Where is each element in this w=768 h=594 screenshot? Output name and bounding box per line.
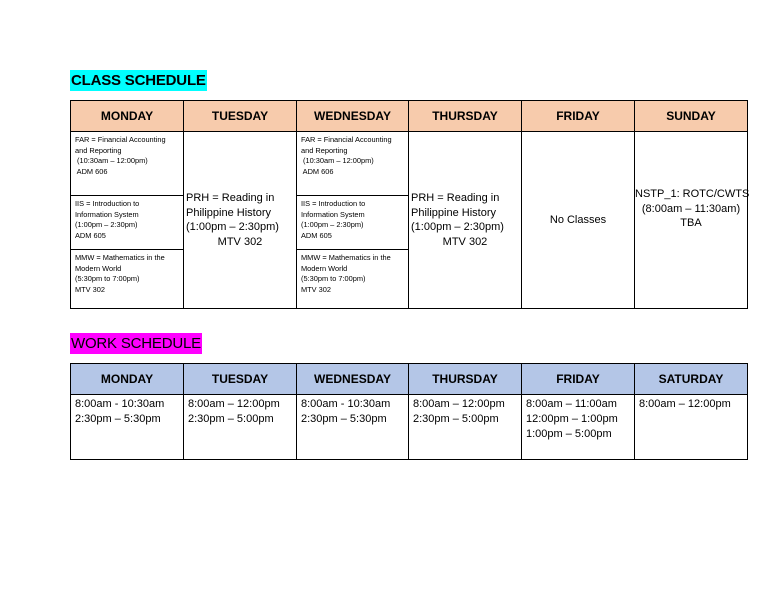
class-time: (10:30am – 12:00pm) [301, 156, 374, 166]
class-text: FAR = Financial Accounting [75, 135, 166, 144]
class-text: Modern World [301, 263, 348, 273]
work-shift: 12:00pm – 1:00pm [526, 413, 618, 425]
monday-classes [71, 132, 184, 309]
work-header-saturday: SATURDAY [635, 364, 748, 395]
class-header-friday: FRIDAY [522, 101, 635, 132]
class-header-sunday: SUNDAY [635, 101, 748, 132]
class-room: MTV 302 [301, 284, 331, 294]
class-text: NSTP_1: ROTC/CWTS [635, 188, 750, 201]
wednesday-work [297, 395, 409, 460]
work-schedule-title: WORK SCHEDULE [71, 335, 201, 352]
class-text: Information System [75, 209, 139, 219]
class-room: ADM 606 [301, 166, 334, 176]
work-shift: 8:00am - 10:30am [75, 398, 165, 410]
monday-mmw-class [71, 250, 183, 308]
class-text: IIS = Introduction to [75, 199, 140, 208]
class-room: MTV 302 [217, 235, 263, 248]
class-time: (8:00am – 11:30am) [641, 202, 741, 215]
monday-far-class [71, 132, 183, 196]
work-header-wednesday: WEDNESDAY [297, 364, 409, 395]
wednesday-classes [297, 132, 409, 309]
work-schedule-table [70, 363, 748, 460]
class-room: MTV 302 [442, 235, 488, 248]
work-header-row [71, 364, 748, 395]
wednesday-far-class [297, 132, 408, 196]
work-header-thursday: THURSDAY [409, 364, 522, 395]
thursday-work [409, 395, 522, 460]
wednesday-mmw-class [297, 250, 408, 308]
work-shift: 2:30pm – 5:30pm [75, 413, 161, 425]
class-text: and Reporting [301, 145, 348, 155]
tuesday-work [184, 395, 297, 460]
work-shift: 8:00am – 12:00pm [639, 398, 731, 410]
class-time: (1:00pm – 2:30pm) [301, 220, 364, 230]
work-shift: 8:00am - 10:30am [301, 398, 391, 410]
class-row [71, 132, 748, 309]
class-text: IIS = Introduction to [301, 199, 366, 208]
class-text: Philippine History [411, 206, 496, 219]
class-time: (5:30pm to 7:00pm) [75, 274, 140, 284]
class-text: PRH = Reading in [186, 192, 275, 204]
class-text: and Reporting [75, 145, 122, 155]
work-shift: 8:00am – 12:00pm [413, 398, 505, 410]
work-header-friday: FRIDAY [522, 364, 635, 395]
wednesday-iis-class [297, 196, 408, 250]
work-shift: 2:30pm – 5:30pm [301, 413, 387, 425]
class-room: MTV 302 [75, 284, 105, 294]
class-text: FAR = Financial Accounting [301, 135, 392, 144]
class-room: ADM 605 [301, 230, 332, 240]
thursday-classes [409, 132, 522, 309]
class-text: Information System [301, 209, 365, 219]
tuesday-classes [184, 132, 297, 309]
work-row [71, 395, 748, 460]
class-header-row [71, 101, 748, 132]
class-room: TBA [680, 217, 702, 230]
class-text: No Classes [549, 213, 607, 226]
class-header-monday: MONDAY [71, 101, 184, 132]
friday-work [522, 395, 635, 460]
work-shift: 2:30pm – 5:00pm [188, 413, 274, 425]
work-shift: 8:00am – 11:00am [526, 398, 617, 410]
work-header-monday: MONDAY [71, 364, 184, 395]
class-text: MMW = Mathematics in the [75, 253, 165, 262]
class-text: Modern World [75, 263, 122, 273]
class-text: Philippine History [186, 206, 271, 219]
class-time: (1:00pm – 2:30pm) [411, 221, 504, 233]
class-room: ADM 606 [75, 166, 108, 176]
monday-iis-class [71, 196, 183, 250]
class-text: MMW = Mathematics in the [301, 253, 391, 262]
class-schedule-table [70, 100, 748, 309]
work-shift: 8:00am – 12:00pm [188, 398, 280, 410]
class-header-wednesday: WEDNESDAY [297, 101, 409, 132]
class-time: (1:00pm – 2:30pm) [75, 220, 138, 230]
sunday-classes [635, 132, 748, 309]
class-header-tuesday: TUESDAY [184, 101, 297, 132]
class-room: ADM 605 [75, 230, 106, 240]
work-header-tuesday: TUESDAY [184, 364, 297, 395]
friday-classes [522, 132, 635, 309]
work-shift: 1:00pm – 5:00pm [526, 428, 612, 440]
class-schedule-title: CLASS SCHEDULE [71, 72, 206, 89]
class-header-thursday: THURSDAY [409, 101, 522, 132]
work-shift: 2:30pm – 5:00pm [413, 413, 499, 425]
class-time: (10:30am – 12:00pm) [75, 156, 148, 166]
monday-work [71, 395, 184, 460]
class-text: PRH = Reading in [411, 192, 500, 204]
saturday-work [635, 395, 748, 460]
class-time: (1:00pm – 2:30pm) [186, 221, 279, 233]
class-time: (5:30pm to 7:00pm) [301, 274, 366, 284]
